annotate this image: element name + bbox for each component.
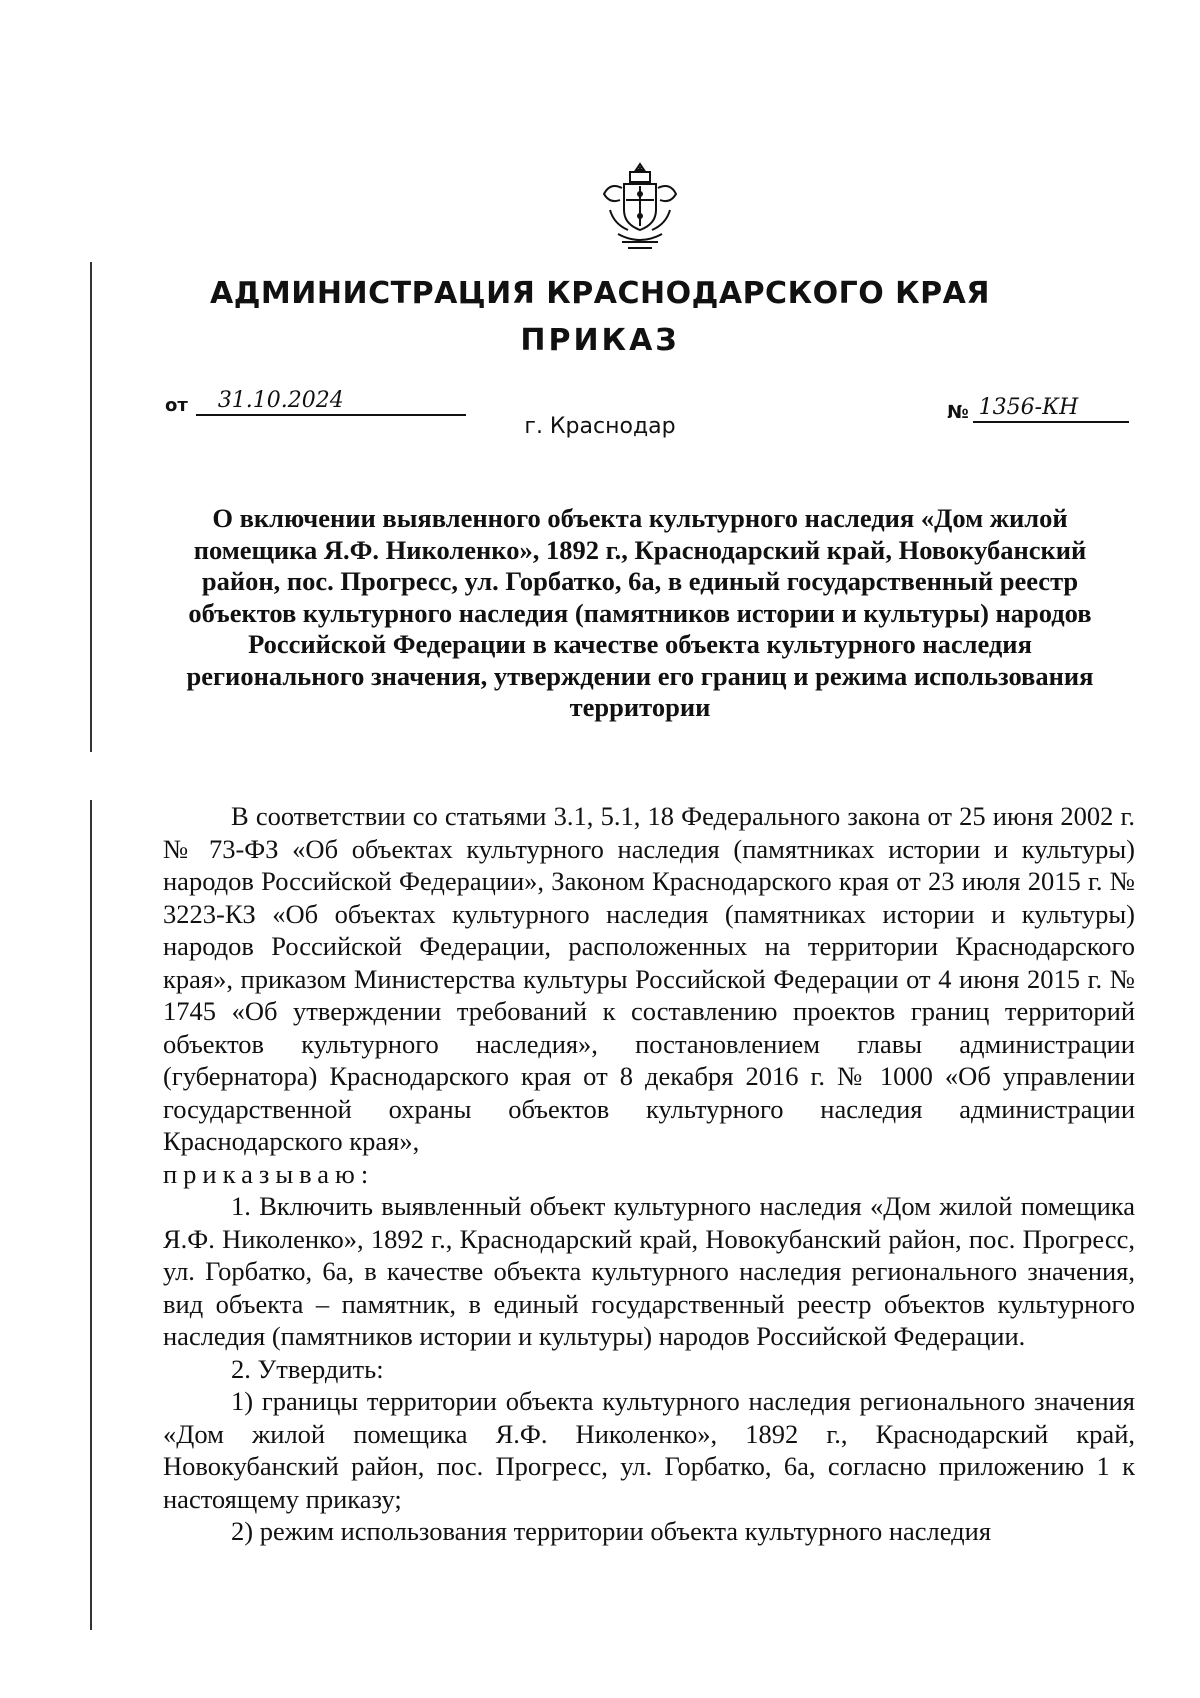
document-title: О включении выявленного объекта культурного наследия «Дом жилой помещика Я.Ф. Николенко», 1892 г., Краснодарский край, Новокубанский район, пос. Прогресс, ул. Горбатко, 6а, в единый государственный реестр объектов культурного наследия (памятников истории и культуры) народов Российской Федерации в качестве объекта культурного наследия регионального значения, утверждении его границ и режима использования территории — [186, 503, 1094, 722]
margin-line-bottom — [90, 800, 92, 1630]
item-2-2-paragraph: 2) режим использования территории объекта культурного наследия — [231, 1516, 992, 1546]
document-body — [163, 800, 1135, 1548]
coat-of-arms-icon — [600, 160, 680, 252]
item-1-paragraph: 1. Включить выявленный объект культурного наследия «Дом жилой помещика Я.Ф. Николенко», 1892 г., Краснодарский край, Новокубанский район, пос. Прогресс, ул. Горбатко, 6а, в качестве объекта культурного наследия регионального значения, вид объекта – памятник, в единый государственный реестр объектов культурного наследия (памятников истории и культуры) народов Российской Федерации. — [163, 1191, 1135, 1351]
number-value: 1356-КН — [973, 395, 1129, 423]
item-2-1-paragraph: 1) границы территории объекта культурного наследия регионального значения «Дом жилой помещика Я.Ф. Николенко», 1892 г., Краснодарский край, Новокубанский район, пос. Прогресс, ул. Горбатко, 6а, согласно приложению 1 к настоящему приказу; — [163, 1386, 1135, 1514]
date-value: 31.10.2024 — [196, 388, 466, 416]
item-2-paragraph: 2. Утвердить: — [231, 1353, 384, 1384]
document-type: ПРИКАЗ — [520, 323, 680, 358]
organization-name: АДМИНИСТРАЦИЯ КРАСНОДАРСКОГО КРАЯ — [210, 276, 990, 311]
date-field — [165, 388, 466, 416]
number-prefix: № — [947, 402, 969, 423]
order-word: приказываю: — [163, 1158, 375, 1189]
order-word-paragraph — [163, 1158, 1135, 1191]
date-prefix: от — [165, 395, 188, 416]
city: г. Краснодар — [524, 414, 676, 439]
preamble-paragraph: В соответствии со статьями 3.1, 5.1, 18 Федерального закона от 25 июня 2002 г. № 73-ФЗ «Об объектах культурного наследия (памятниках истории и культуры) народов Российской Федерации», Законом Краснодарского края от 23 июля 2015 г. № 3223-КЗ «Об объектах культурного наследия (памятниках истории и культуры) народов Российской Федерации, расположенных на территории Краснодарского края», приказом Министерства культуры Российской Федерации от 4 июня 2015 г. № 1745 «Об утверждении требований к составлению проектов границ территорий объектов культурного наследия», постановлением главы администрации (губернатора) Краснодарского края от 8 декабря 2016 г. № 1000 «Об управлении государственной охраны объектов культурного наследия администрации Краснодарского края», — [163, 801, 1135, 1156]
